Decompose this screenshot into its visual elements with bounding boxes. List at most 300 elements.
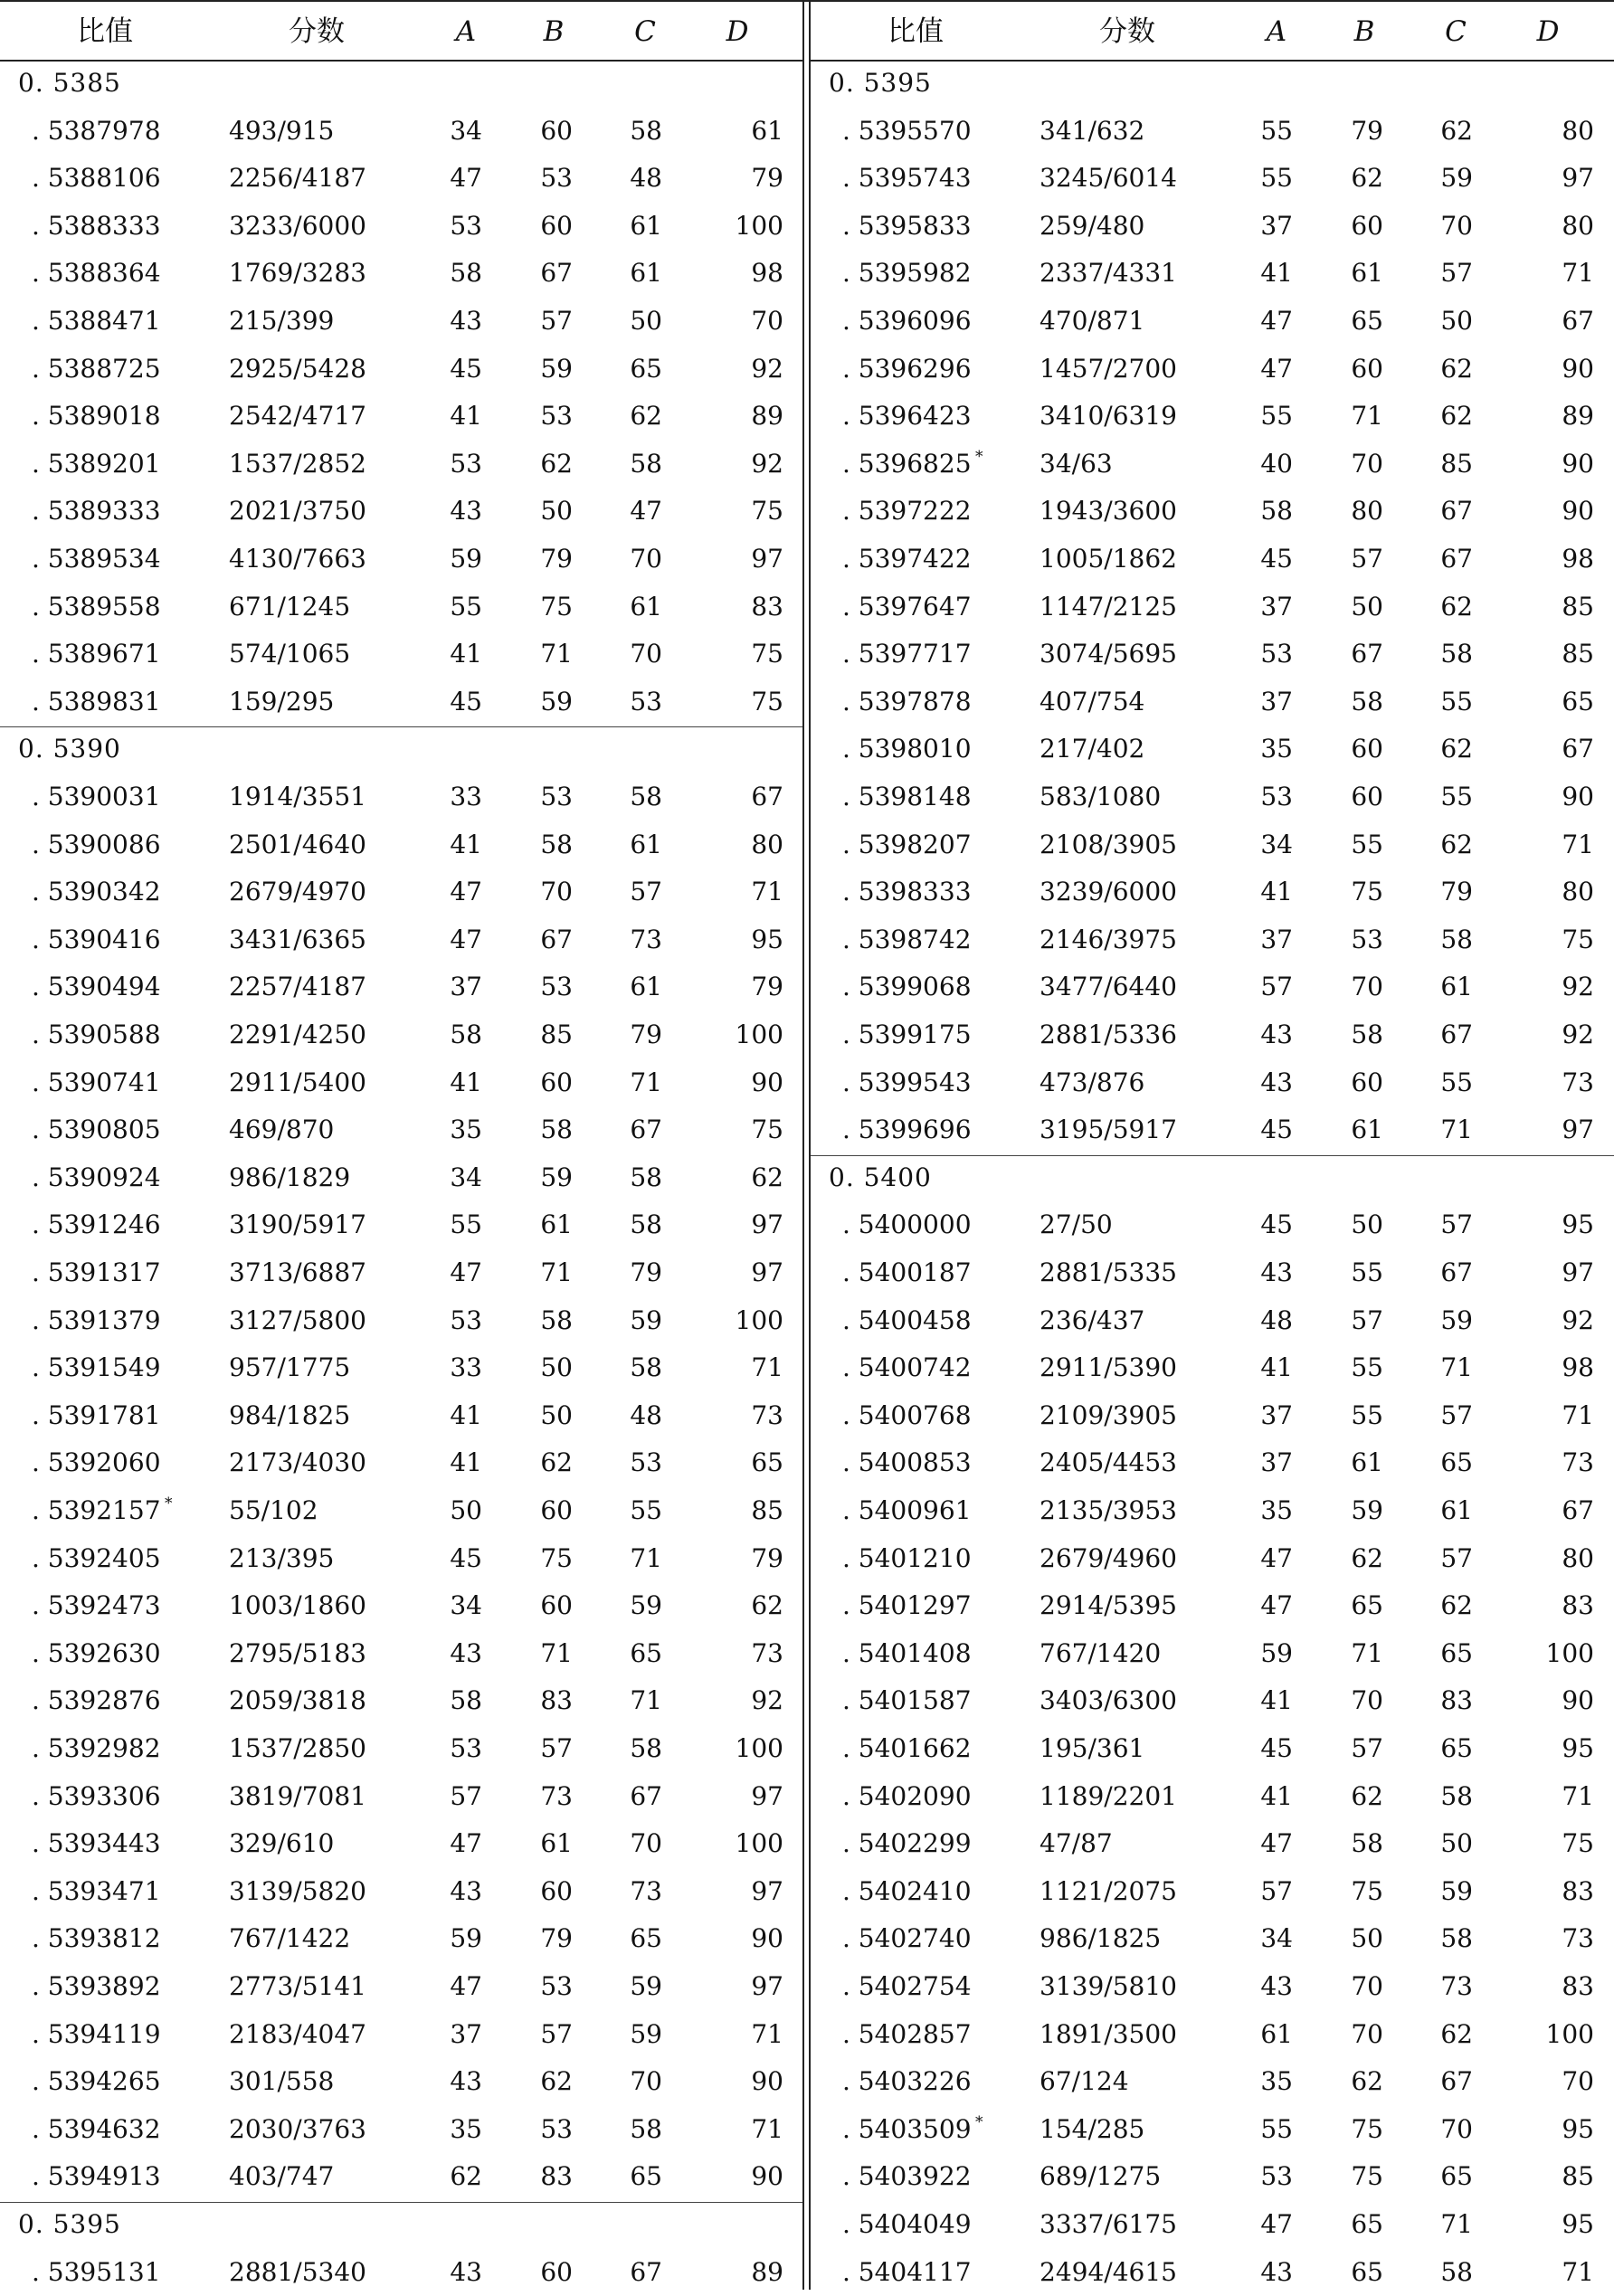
table-row <box>0 1725 802 1773</box>
ratio-value: . 5389018 <box>32 401 161 432</box>
value-c: 70 <box>630 544 662 574</box>
value-d: 90 <box>1562 1685 1594 1716</box>
ratio-value: . 5394265 <box>32 2066 161 2097</box>
value-b: 50 <box>1351 591 1383 621</box>
value-b: 75 <box>540 1542 573 1573</box>
fraction-value: 3139/5820 <box>229 1875 366 1906</box>
value-b: 71 <box>1351 1637 1383 1668</box>
ratio-value: . 5402754 <box>842 1971 972 2001</box>
value-c: 61 <box>630 591 662 621</box>
value-c: 62 <box>1440 401 1473 432</box>
value-c: 70 <box>630 1828 662 1859</box>
ratio-value: . 5400961 <box>842 1495 972 1525</box>
value-b: 61 <box>540 1828 573 1859</box>
ratio-value: . 5390805 <box>32 1115 161 1145</box>
value-a: 43 <box>450 306 482 336</box>
ratio-value: . 5400742 <box>842 1352 972 1383</box>
right-table-panel <box>811 0 1614 2290</box>
value-a: 45 <box>450 353 482 384</box>
fraction-value: 3190/5917 <box>229 1210 366 1240</box>
header-c: C <box>1445 15 1467 48</box>
value-d: 70 <box>751 306 783 336</box>
table-row <box>0 1154 802 1202</box>
table-row <box>811 631 1614 678</box>
value-c: 61 <box>630 210 662 241</box>
value-d: 95 <box>1562 1733 1594 1763</box>
table-row <box>811 1677 1614 1725</box>
value-c: 71 <box>630 1685 662 1716</box>
ratio-value: . 5390924 <box>32 1162 161 1192</box>
value-b: 60 <box>540 1067 573 1097</box>
value-b: 60 <box>540 1590 573 1621</box>
table-row <box>811 1630 1614 1678</box>
ratio-value: . 5401587 <box>842 1685 972 1716</box>
ratio-value: . 5390741 <box>32 1067 161 1097</box>
fraction-value: 3233/6000 <box>229 210 366 241</box>
value-a: 37 <box>1260 924 1293 954</box>
table-row <box>811 1059 1614 1107</box>
ratio-value: . 5388333 <box>32 210 161 241</box>
value-a: 35 <box>450 2113 482 2144</box>
table-row <box>0 250 802 298</box>
fraction-value: 1537/2852 <box>229 448 366 479</box>
value-d: 73 <box>1562 1067 1594 1097</box>
ratio-value: . 5401297 <box>842 1590 972 1621</box>
table-row <box>811 821 1614 869</box>
table-row <box>0 346 802 394</box>
value-d: 85 <box>1562 591 1594 621</box>
value-b: 67 <box>1351 639 1383 669</box>
value-c: 47 <box>630 496 662 527</box>
value-c: 48 <box>630 1399 662 1430</box>
value-a: 35 <box>450 1115 482 1145</box>
value-b: 58 <box>540 829 573 859</box>
value-c: 59 <box>630 2018 662 2049</box>
value-d: 71 <box>1562 1399 1594 1430</box>
value-b: 70 <box>1351 448 1383 479</box>
value-c: 53 <box>630 686 662 716</box>
fraction-value: 2911/5400 <box>229 1067 366 1097</box>
value-d: 90 <box>751 2066 783 2097</box>
value-b: 79 <box>540 1923 573 1954</box>
fraction-value: 3819/7081 <box>229 1780 366 1811</box>
value-d: 80 <box>1562 877 1594 907</box>
table-row <box>811 1963 1614 2011</box>
value-c: 53 <box>630 1447 662 1478</box>
value-c: 59 <box>1440 163 1473 194</box>
value-b: 53 <box>1351 924 1383 954</box>
ratio-value: . 5388725 <box>32 353 161 384</box>
ratio-value: . 5397222 <box>842 496 972 527</box>
value-a: 43 <box>450 2066 482 2097</box>
group-heading-row <box>811 60 1614 108</box>
value-b: 62 <box>1351 163 1383 194</box>
fraction-value: 767/1420 <box>1040 1637 1162 1668</box>
header-a: A <box>1266 15 1287 48</box>
fraction-value: 1891/3500 <box>1040 2018 1177 2049</box>
value-a: 55 <box>1260 115 1293 146</box>
table-row <box>811 1535 1614 1583</box>
fraction-value: 2173/4030 <box>229 1447 366 1478</box>
header-ratio: 比值 <box>77 15 133 48</box>
fraction-value: 2773/5141 <box>229 1971 366 2001</box>
value-b: 57 <box>540 2018 573 2049</box>
group-label: 0. 5400 <box>829 1162 932 1192</box>
value-b: 70 <box>1351 2018 1383 2049</box>
table-row <box>811 1344 1614 1392</box>
ratio-value: . 5392473 <box>32 1590 161 1621</box>
fraction-value: 217/402 <box>1040 734 1145 764</box>
value-a: 55 <box>1260 401 1293 432</box>
value-c: 79 <box>1440 877 1473 907</box>
fraction-value: 1189/2201 <box>1040 1780 1177 1811</box>
value-a: 34 <box>450 115 482 146</box>
table-row <box>811 1487 1614 1535</box>
table-row <box>811 1439 1614 1487</box>
value-b: 60 <box>1351 734 1383 764</box>
table-row <box>811 1297 1614 1345</box>
value-b: 59 <box>540 353 573 384</box>
value-a: 47 <box>450 1971 482 2001</box>
value-c: 62 <box>1440 734 1473 764</box>
value-d: 97 <box>1562 163 1594 194</box>
value-a: 47 <box>1260 306 1293 336</box>
value-d: 83 <box>1562 1971 1594 2001</box>
value-d: 71 <box>1562 2256 1594 2287</box>
value-d: 89 <box>1562 401 1594 432</box>
value-c: 57 <box>1440 1399 1473 1430</box>
value-d: 92 <box>1562 1020 1594 1049</box>
value-d: 90 <box>1562 448 1594 479</box>
column-divider-left <box>802 0 804 2290</box>
value-d: 97 <box>751 1210 783 1240</box>
value-a: 34 <box>1260 829 1293 859</box>
table-row <box>811 2011 1614 2059</box>
table-row <box>811 108 1614 156</box>
fraction-value: 55/102 <box>229 1495 318 1525</box>
value-c: 70 <box>1440 210 1473 241</box>
table-row <box>0 488 802 536</box>
value-d: 89 <box>751 401 783 432</box>
header-d: D <box>726 15 749 48</box>
value-b: 70 <box>1351 1685 1383 1716</box>
ratio-value: . 5398010 <box>842 734 972 764</box>
value-b: 60 <box>540 210 573 241</box>
value-b: 59 <box>540 686 573 716</box>
group-label: 0. 5390 <box>18 734 121 764</box>
value-c: 67 <box>630 2256 662 2287</box>
fraction-value: 3245/6014 <box>1040 163 1177 194</box>
ratio-value: . 5402410 <box>842 1875 972 1906</box>
value-a: 57 <box>1260 1875 1293 1906</box>
value-c: 58 <box>1440 2256 1473 2287</box>
value-a: 55 <box>1260 2113 1293 2144</box>
ratio-value: . 5395743 <box>842 163 972 194</box>
fraction-value: 2501/4640 <box>229 829 366 859</box>
ratio-value: . 5398207 <box>842 829 972 859</box>
value-c: 55 <box>1440 782 1473 811</box>
value-b: 62 <box>1351 1542 1383 1573</box>
table-row <box>0 1439 802 1487</box>
value-a: 53 <box>450 448 482 479</box>
value-d: 71 <box>751 1352 783 1383</box>
fraction-value: 329/610 <box>229 1828 335 1859</box>
value-b: 50 <box>540 1399 573 1430</box>
fraction-value: 493/915 <box>229 115 335 146</box>
table-row <box>0 1297 802 1345</box>
value-a: 53 <box>1260 639 1293 669</box>
value-b: 73 <box>540 1780 573 1811</box>
table-row <box>811 441 1614 489</box>
fraction-value: 3477/6440 <box>1040 972 1177 1002</box>
value-c: 70 <box>630 2066 662 2097</box>
fraction-value: 47/87 <box>1040 1828 1113 1859</box>
value-d: 71 <box>1562 1780 1594 1811</box>
value-a: 53 <box>450 210 482 241</box>
fraction-value: 986/1825 <box>1040 1923 1162 1954</box>
table-row <box>0 108 802 156</box>
value-a: 35 <box>1260 2066 1293 2097</box>
value-c: 50 <box>1440 1828 1473 1859</box>
value-b: 62 <box>540 448 573 479</box>
ratio-value: . 5395982 <box>842 258 972 289</box>
value-a: 45 <box>1260 1733 1293 1763</box>
table-row <box>811 868 1614 916</box>
value-b: 83 <box>540 1685 573 1716</box>
value-d: 97 <box>751 1971 783 2001</box>
fraction-value: 195/361 <box>1040 1733 1145 1763</box>
value-d: 79 <box>751 163 783 194</box>
value-c: 58 <box>1440 1780 1473 1811</box>
value-d: 98 <box>1562 1352 1594 1383</box>
ratio-value: . 5389534 <box>32 544 161 574</box>
table-row <box>811 2249 1614 2296</box>
fraction-value: 215/399 <box>229 306 335 336</box>
fraction-value: 2337/4331 <box>1040 258 1177 289</box>
value-d: 100 <box>1545 2018 1594 2049</box>
ratio-value: . 5402299 <box>842 1828 972 1859</box>
table-row <box>0 2249 802 2296</box>
value-b: 58 <box>1351 1020 1383 1049</box>
value-c: 65 <box>1440 1637 1473 1668</box>
table-row <box>0 821 802 869</box>
ratio-value: . 5396296 <box>842 353 972 384</box>
fraction-value: 3410/6319 <box>1040 401 1177 432</box>
value-d: 79 <box>751 1542 783 1573</box>
fraction-value: 236/437 <box>1040 1305 1145 1335</box>
value-d: 92 <box>1562 1305 1594 1335</box>
value-c: 73 <box>630 924 662 954</box>
table-row <box>811 1201 1614 1249</box>
value-a: 58 <box>450 1685 482 1716</box>
value-d: 95 <box>1562 1210 1594 1240</box>
asterisk-mark: * <box>975 447 983 466</box>
ratio-value: . 5392876 <box>32 1685 161 1716</box>
table-row <box>811 346 1614 394</box>
value-c: 58 <box>630 1210 662 1240</box>
value-b: 70 <box>1351 1971 1383 2001</box>
value-d: 92 <box>751 1685 783 1716</box>
ratio-value: . 5400768 <box>842 1399 972 1430</box>
value-a: 45 <box>450 686 482 716</box>
value-a: 37 <box>1260 1399 1293 1430</box>
table-row <box>0 536 802 583</box>
ratio-value: . 5389671 <box>32 639 161 669</box>
value-c: 58 <box>630 1733 662 1763</box>
ratio-value: . 5392060 <box>32 1447 161 1478</box>
fraction-value: 1005/1862 <box>1040 544 1177 574</box>
ratio-value: . 5404049 <box>842 2209 972 2239</box>
value-d: 83 <box>1562 1590 1594 1621</box>
value-b: 58 <box>540 1305 573 1335</box>
value-a: 37 <box>450 2018 482 2049</box>
value-b: 67 <box>540 258 573 289</box>
fraction-value: 2059/3818 <box>229 1685 366 1716</box>
value-d: 61 <box>751 115 783 146</box>
ratio-value: . 5393812 <box>32 1923 161 1954</box>
value-d: 80 <box>1562 115 1594 146</box>
value-b: 58 <box>1351 1828 1383 1859</box>
value-c: 61 <box>1440 1495 1473 1525</box>
value-d: 73 <box>1562 1923 1594 1954</box>
value-a: 43 <box>450 1637 482 1668</box>
value-c: 62 <box>1440 353 1473 384</box>
value-a: 37 <box>1260 1447 1293 1478</box>
value-d: 90 <box>1562 353 1594 384</box>
header-b: B <box>1353 15 1375 48</box>
ratio-value: . 5392982 <box>32 1733 161 1763</box>
value-c: 55 <box>1440 1067 1473 1097</box>
value-a: 47 <box>1260 353 1293 384</box>
table-row <box>811 1915 1614 1963</box>
value-b: 50 <box>540 496 573 527</box>
table-header-row <box>811 4 1614 60</box>
value-c: 62 <box>630 401 662 432</box>
fraction-value: 154/285 <box>1040 2113 1145 2144</box>
value-a: 55 <box>450 591 482 621</box>
fraction-value: 1914/3551 <box>229 782 366 811</box>
value-c: 67 <box>1440 544 1473 574</box>
value-a: 59 <box>450 544 482 574</box>
value-b: 53 <box>540 1971 573 2001</box>
ratio-value: . 5392630 <box>32 1637 161 1668</box>
ratio-value: . 5393306 <box>32 1780 161 1811</box>
value-d: 97 <box>751 544 783 574</box>
value-c: 58 <box>630 115 662 146</box>
table-row <box>0 1201 802 1249</box>
value-a: 34 <box>450 1162 482 1192</box>
value-d: 97 <box>1562 1257 1594 1287</box>
fraction-value: 957/1775 <box>229 1352 351 1383</box>
table-row <box>0 631 802 678</box>
value-d: 70 <box>1562 2066 1594 2097</box>
table-row <box>811 2201 1614 2249</box>
value-c: 48 <box>630 163 662 194</box>
value-a: 59 <box>1260 1637 1293 1668</box>
value-a: 41 <box>450 1067 482 1097</box>
value-a: 55 <box>1260 163 1293 194</box>
group-label: 0. 5395 <box>18 2209 121 2239</box>
value-c: 58 <box>1440 639 1473 669</box>
ratio-value: . 5403226 <box>842 2066 972 2097</box>
value-d: 75 <box>1562 924 1594 954</box>
ratio-value: . 5388106 <box>32 163 161 194</box>
value-b: 65 <box>1351 2256 1383 2287</box>
table-row <box>0 1963 802 2011</box>
fraction-value: 984/1825 <box>229 1399 351 1430</box>
table-row <box>811 1820 1614 1868</box>
fraction-value: 159/295 <box>229 686 335 716</box>
ratio-value: . 5397647 <box>842 591 972 621</box>
value-d: 89 <box>751 2256 783 2287</box>
ratio-value: . 5401408 <box>842 1637 972 1668</box>
fraction-value: 2256/4187 <box>229 163 366 194</box>
value-d: 71 <box>1562 258 1594 289</box>
group-label: 0. 5385 <box>18 68 121 98</box>
fraction-value: 1457/2700 <box>1040 353 1177 384</box>
value-c: 59 <box>630 1590 662 1621</box>
ratio-value: . 5395570 <box>842 115 972 146</box>
value-c: 67 <box>1440 1257 1473 1287</box>
value-b: 53 <box>540 972 573 1002</box>
value-b: 75 <box>1351 1875 1383 1906</box>
value-a: 33 <box>450 782 482 811</box>
value-a: 47 <box>450 924 482 954</box>
value-b: 65 <box>1351 1590 1383 1621</box>
table-row <box>811 963 1614 1011</box>
value-d: 85 <box>1562 639 1594 669</box>
table-row <box>0 963 802 1011</box>
value-b: 50 <box>1351 1210 1383 1240</box>
ratio-value: . 5391549 <box>32 1352 161 1383</box>
value-c: 57 <box>630 877 662 907</box>
value-a: 34 <box>450 1590 482 1621</box>
value-d: 83 <box>1562 1875 1594 1906</box>
value-d: 67 <box>1562 734 1594 764</box>
value-d: 95 <box>751 924 783 954</box>
value-c: 85 <box>1440 448 1473 479</box>
value-d: 75 <box>751 1115 783 1145</box>
value-a: 43 <box>1260 1971 1293 2001</box>
value-c: 73 <box>1440 1971 1473 2001</box>
value-d: 92 <box>751 353 783 384</box>
table-row <box>0 1344 802 1392</box>
table-row <box>0 2011 802 2059</box>
value-d: 73 <box>1562 1447 1594 1478</box>
value-d: 71 <box>751 2018 783 2049</box>
value-d: 85 <box>751 1495 783 1525</box>
fraction-value: 2881/5336 <box>1040 1020 1177 1049</box>
value-d: 65 <box>751 1447 783 1478</box>
value-b: 61 <box>1351 258 1383 289</box>
value-d: 80 <box>751 829 783 859</box>
fraction-value: 2494/4615 <box>1040 2256 1177 2287</box>
value-a: 45 <box>1260 1210 1293 1240</box>
value-b: 71 <box>540 1637 573 1668</box>
fraction-value: 2795/5183 <box>229 1637 366 1668</box>
ratio-value: . 5388364 <box>32 258 161 289</box>
value-a: 61 <box>1260 2018 1293 2049</box>
table-row <box>0 916 802 964</box>
value-d: 98 <box>1562 544 1594 574</box>
ratio-value: . 5395131 <box>32 2256 161 2287</box>
value-d: 100 <box>735 1733 783 1763</box>
value-d: 79 <box>751 972 783 1002</box>
value-d: 97 <box>751 1875 783 1906</box>
table-header-row <box>0 4 802 60</box>
fraction-value: 2679/4960 <box>1040 1542 1177 1573</box>
ratio-value: . 5404117 <box>842 2256 972 2287</box>
